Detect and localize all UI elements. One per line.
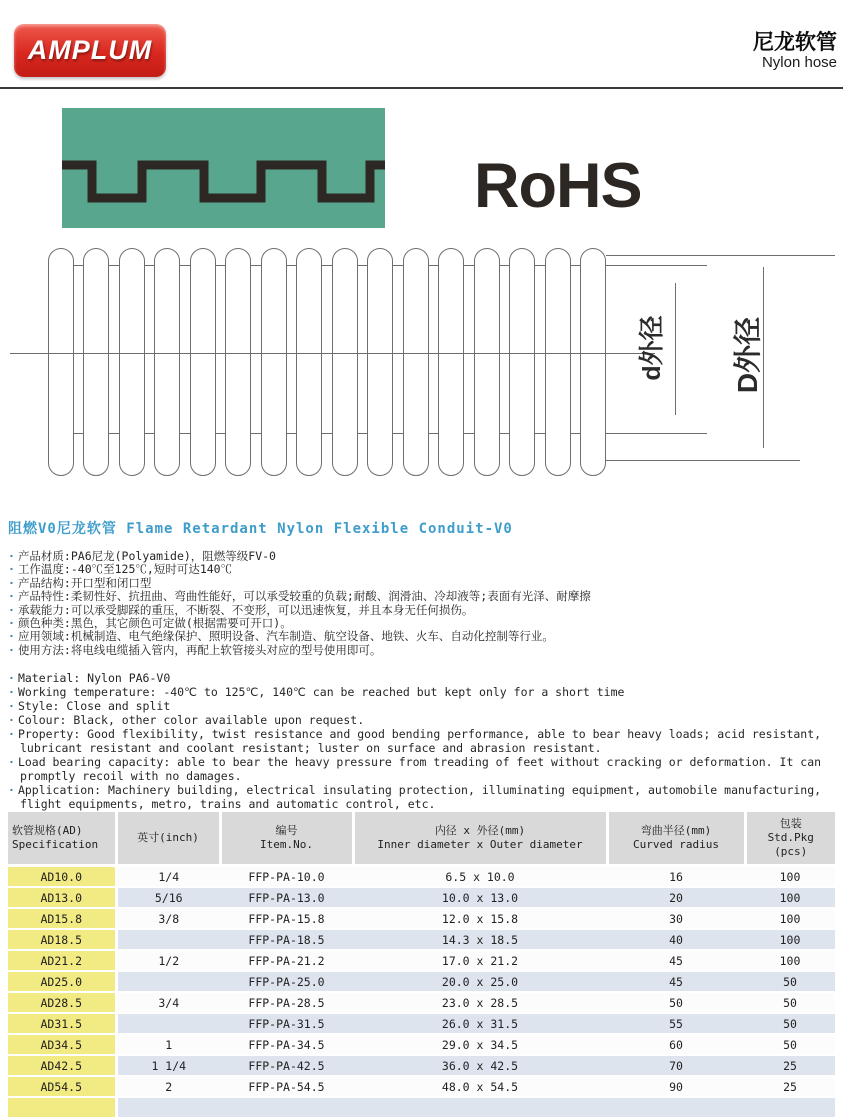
corrugation-ridge [367, 248, 393, 476]
corrugation-ridge [296, 248, 322, 476]
col-header-inch-label: 英寸(inch) [137, 831, 199, 844]
cell-spec: AD15.8 [8, 908, 116, 929]
centerline [10, 353, 655, 354]
rohs-mark: RoHS [474, 151, 642, 221]
cell-package: 100 [745, 866, 835, 888]
cell-spec: AD18.5 [8, 929, 116, 950]
cell-diameter: 20.0 x 25.0 [353, 971, 607, 992]
cell-radius: 50 [607, 992, 745, 1013]
cell-package: 100 [745, 887, 835, 908]
cell-package: 25 [745, 1076, 835, 1097]
bullet-en-property: · Property: Good flexibility, twist resistance and good bending performance, able to bear heavy loads; acid resistant, lubricant resistant and coolant resistant; luster on surface and abrasion resistant. [8, 727, 835, 755]
cell-radius: 70 [607, 1055, 745, 1076]
bullet-zh-structure: · 产品结构:开口型和闭口型 [8, 577, 835, 590]
page-title-en: Nylon hose [761, 54, 837, 71]
cell-inch: 3/8 [116, 908, 220, 929]
dim-label-inner-od: d外径 [638, 315, 666, 381]
hose-cross-section-image [62, 108, 385, 228]
table-row [8, 992, 835, 1013]
bullet-zh-material: · 产品材质:PA6尼龙(Polyamide)，阻燃等级FV-0 [8, 550, 835, 563]
cell-inch [116, 971, 220, 992]
corrugation-ridge [48, 248, 74, 476]
header-divider [0, 87, 843, 89]
cell-package: 100 [745, 950, 835, 971]
col-header-inch [116, 812, 220, 866]
cell-spec: AD54.5 [8, 1076, 116, 1097]
bullet-en-material: · Material: Nylon PA6-V0 [8, 671, 835, 685]
cell-package [745, 1097, 835, 1117]
bullet-zh-usage: · 使用方法:将电线电缆插入管内，再配上软管接头对应的型号使用即可。 [8, 644, 835, 657]
cell-diameter: 12.0 x 15.8 [353, 908, 607, 929]
cell-item-no: FFP-PA-42.5 [220, 1055, 353, 1076]
cell-radius: 30 [607, 908, 745, 929]
cell-package: 25 [745, 1055, 835, 1076]
bullet-zh-property: · 产品特性:柔韧性好、抗扭曲、弯曲性能好，可以承受较重的负载;耐酸、润滑油、冷却液等;表面有光泽、耐摩擦 [8, 590, 835, 603]
corrugation-ridge [225, 248, 251, 476]
table-row [8, 971, 835, 992]
cell-diameter: 36.0 x 42.5 [353, 1055, 607, 1076]
cell-diameter [353, 1097, 607, 1117]
cell-radius: 45 [607, 971, 745, 992]
cell-spec: AD42.5 [8, 1055, 116, 1076]
cell-item-no: FFP-PA-21.2 [220, 950, 353, 971]
col-header-specification [8, 812, 116, 866]
bullet-en-colour: · Colour: Black, other color available upon request. [8, 713, 835, 727]
amplum-logo [14, 24, 166, 77]
corrugation-ridge [119, 248, 145, 476]
cell-item-no: FFP-PA-25.0 [220, 971, 353, 992]
bullet-en-application: · Application: Machinery building, electrical insulating protection, illuminating equipment, automobile manufacturing, flight equipments, metro, trains and automatic control, etc. [8, 783, 835, 811]
cell-radius: 20 [607, 887, 745, 908]
table-row [8, 908, 835, 929]
cell-spec: AD28.5 [8, 992, 116, 1013]
cell-package: 50 [745, 1034, 835, 1055]
col-header-package-en: Std.Pkg [767, 831, 814, 844]
cell-inch: 1/4 [116, 866, 220, 888]
cell-item-no [220, 1097, 353, 1117]
cell-inch: 1/2 [116, 950, 220, 971]
col-header-radius-zh: 弯曲半径(mm) [640, 824, 712, 837]
cell-spec: AD10.0 [8, 866, 116, 888]
cell-diameter: 10.0 x 13.0 [353, 887, 607, 908]
col-header-package-unit: (pcs) [774, 845, 808, 858]
cell-item-no: FFP-PA-10.0 [220, 866, 353, 888]
product-description-section [8, 520, 835, 811]
corrugation-ridge [332, 248, 358, 476]
table-row [8, 950, 835, 971]
cell-inch: 3/4 [116, 992, 220, 1013]
bullet-zh-color: · 颜色种类:黑色，其它颜色可定做(根据需要可开口)。 [8, 617, 835, 630]
table-row [8, 1097, 835, 1117]
cell-inch [116, 1097, 220, 1117]
cell-item-no: FFP-PA-34.5 [220, 1034, 353, 1055]
cell-spec: AD13.0 [8, 887, 116, 908]
cell-radius: 16 [607, 866, 745, 888]
cell-diameter: 26.0 x 31.5 [353, 1013, 607, 1034]
cell-radius: 60 [607, 1034, 745, 1055]
cell-item-no: FFP-PA-28.5 [220, 992, 353, 1013]
corrugation-ridge [154, 248, 180, 476]
col-header-radius-en: Curved radius [632, 838, 720, 851]
cell-package: 50 [745, 971, 835, 992]
bullets-en [8, 671, 835, 811]
cell-package: 50 [745, 1013, 835, 1034]
square-wave-profile [62, 108, 385, 228]
corrugation-ridge [509, 248, 535, 476]
cell-inch: 5/16 [116, 887, 220, 908]
corrugation-ridge [545, 248, 571, 476]
cell-diameter: 29.0 x 34.5 [353, 1034, 607, 1055]
bullet-zh-application: · 应用领域:机械制造、电气绝缘保护、照明设备、汽车制造、航空设备、地铁、火车、自动化控制等行业。 [8, 630, 835, 643]
col-header-diameter-en: Inner diameter x Outer diameter [377, 838, 583, 851]
col-header-radius [607, 812, 745, 866]
cell-diameter: 6.5 x 10.0 [353, 866, 607, 888]
bullet-en-style: · Style: Close and split [8, 699, 835, 713]
cell-spec: AD31.5 [8, 1013, 116, 1034]
cell-radius: 45 [607, 950, 745, 971]
col-header-package [745, 812, 835, 866]
section-heading: 阻燃V0尼龙软管 Flame Retardant Nylon Flexible Conduit-V0 [8, 521, 513, 537]
table-row [8, 866, 835, 888]
cell-diameter: 48.0 x 54.5 [353, 1076, 607, 1097]
dim-line-small [675, 283, 676, 415]
cell-item-no: FFP-PA-15.8 [220, 908, 353, 929]
cell-diameter: 14.3 x 18.5 [353, 929, 607, 950]
cell-inch [116, 1013, 220, 1034]
outer-bottom-line [606, 460, 800, 461]
corrugation-ridge [474, 248, 500, 476]
bullet-zh-load: · 承载能力:可以承受脚踩的重压，不断裂、不变形，可以迅速恢复，并且本身无任何损伤。 [8, 604, 835, 617]
table-row [8, 1076, 835, 1097]
page-title-zh: 尼龙软管 [753, 31, 837, 54]
cell-item-no: FFP-PA-54.5 [220, 1076, 353, 1097]
cell-item-no: FFP-PA-13.0 [220, 887, 353, 908]
cell-radius [607, 1097, 745, 1117]
corrugation-ridge [83, 248, 109, 476]
col-header-item-en: Item.No. [260, 838, 313, 851]
cell-inch: 1 [116, 1034, 220, 1055]
cell-diameter: 17.0 x 21.2 [353, 950, 607, 971]
cell-item-no: FFP-PA-18.5 [220, 929, 353, 950]
cell-package: 100 [745, 929, 835, 950]
col-header-item-zh: 编号 [275, 824, 298, 837]
table-row [8, 1055, 835, 1076]
cell-package: 50 [745, 992, 835, 1013]
table-row [8, 1034, 835, 1055]
col-header-item-no [220, 812, 353, 866]
spec-table [8, 812, 835, 1117]
cell-spec: AD25.0 [8, 971, 116, 992]
corrugation-ridge [403, 248, 429, 476]
corrugation-ridge [438, 248, 464, 476]
cell-radius: 90 [607, 1076, 745, 1097]
bullet-zh-temperature: · 工作温度:-40℃至125℃,短时可达140℃ [8, 563, 835, 576]
cell-diameter: 23.0 x 28.5 [353, 992, 607, 1013]
cell-package: 100 [745, 908, 835, 929]
corrugation-ridge [580, 248, 606, 476]
bullet-en-load: · Load bearing capacity: able to bear the heavy pressure from treading of feet without cracking or deformation. It can promptly recoil with no damages. [8, 755, 835, 783]
cell-spec: AD34.5 [8, 1034, 116, 1055]
bullet-en-temperature: · Working temperature: -40℃ to 125℃, 140℃ can be reached but kept only for a short time [8, 685, 835, 699]
col-header-specification-en: Specification [12, 838, 99, 851]
table-header-row [8, 812, 835, 866]
cell-inch: 2 [116, 1076, 220, 1097]
col-header-diameter [353, 812, 607, 866]
dim-label-outer-od: D外径 [732, 316, 763, 394]
outer-top-line [606, 255, 835, 256]
cell-inch: 1 1/4 [116, 1055, 220, 1076]
cell-spec: AD21.2 [8, 950, 116, 971]
conduit-technical-drawing [10, 245, 835, 483]
amplum-logo-text: AMPLUM [27, 35, 153, 65]
cell-item-no: FFP-PA-31.5 [220, 1013, 353, 1034]
table-row [8, 1013, 835, 1034]
col-header-specification-zh: 软管规格(AD) [12, 824, 83, 837]
col-header-package-zh: 包装 [779, 817, 802, 830]
bullets-zh [8, 550, 835, 657]
corrugation-ridge [261, 248, 287, 476]
table-row [8, 929, 835, 950]
cell-radius: 40 [607, 929, 745, 950]
cell-radius: 55 [607, 1013, 745, 1034]
cell-inch [116, 929, 220, 950]
corrugation-ridge [190, 248, 216, 476]
cell-spec [8, 1097, 116, 1117]
col-header-diameter-zh: 内径 x 外径(mm) [434, 824, 526, 837]
table-row [8, 887, 835, 908]
